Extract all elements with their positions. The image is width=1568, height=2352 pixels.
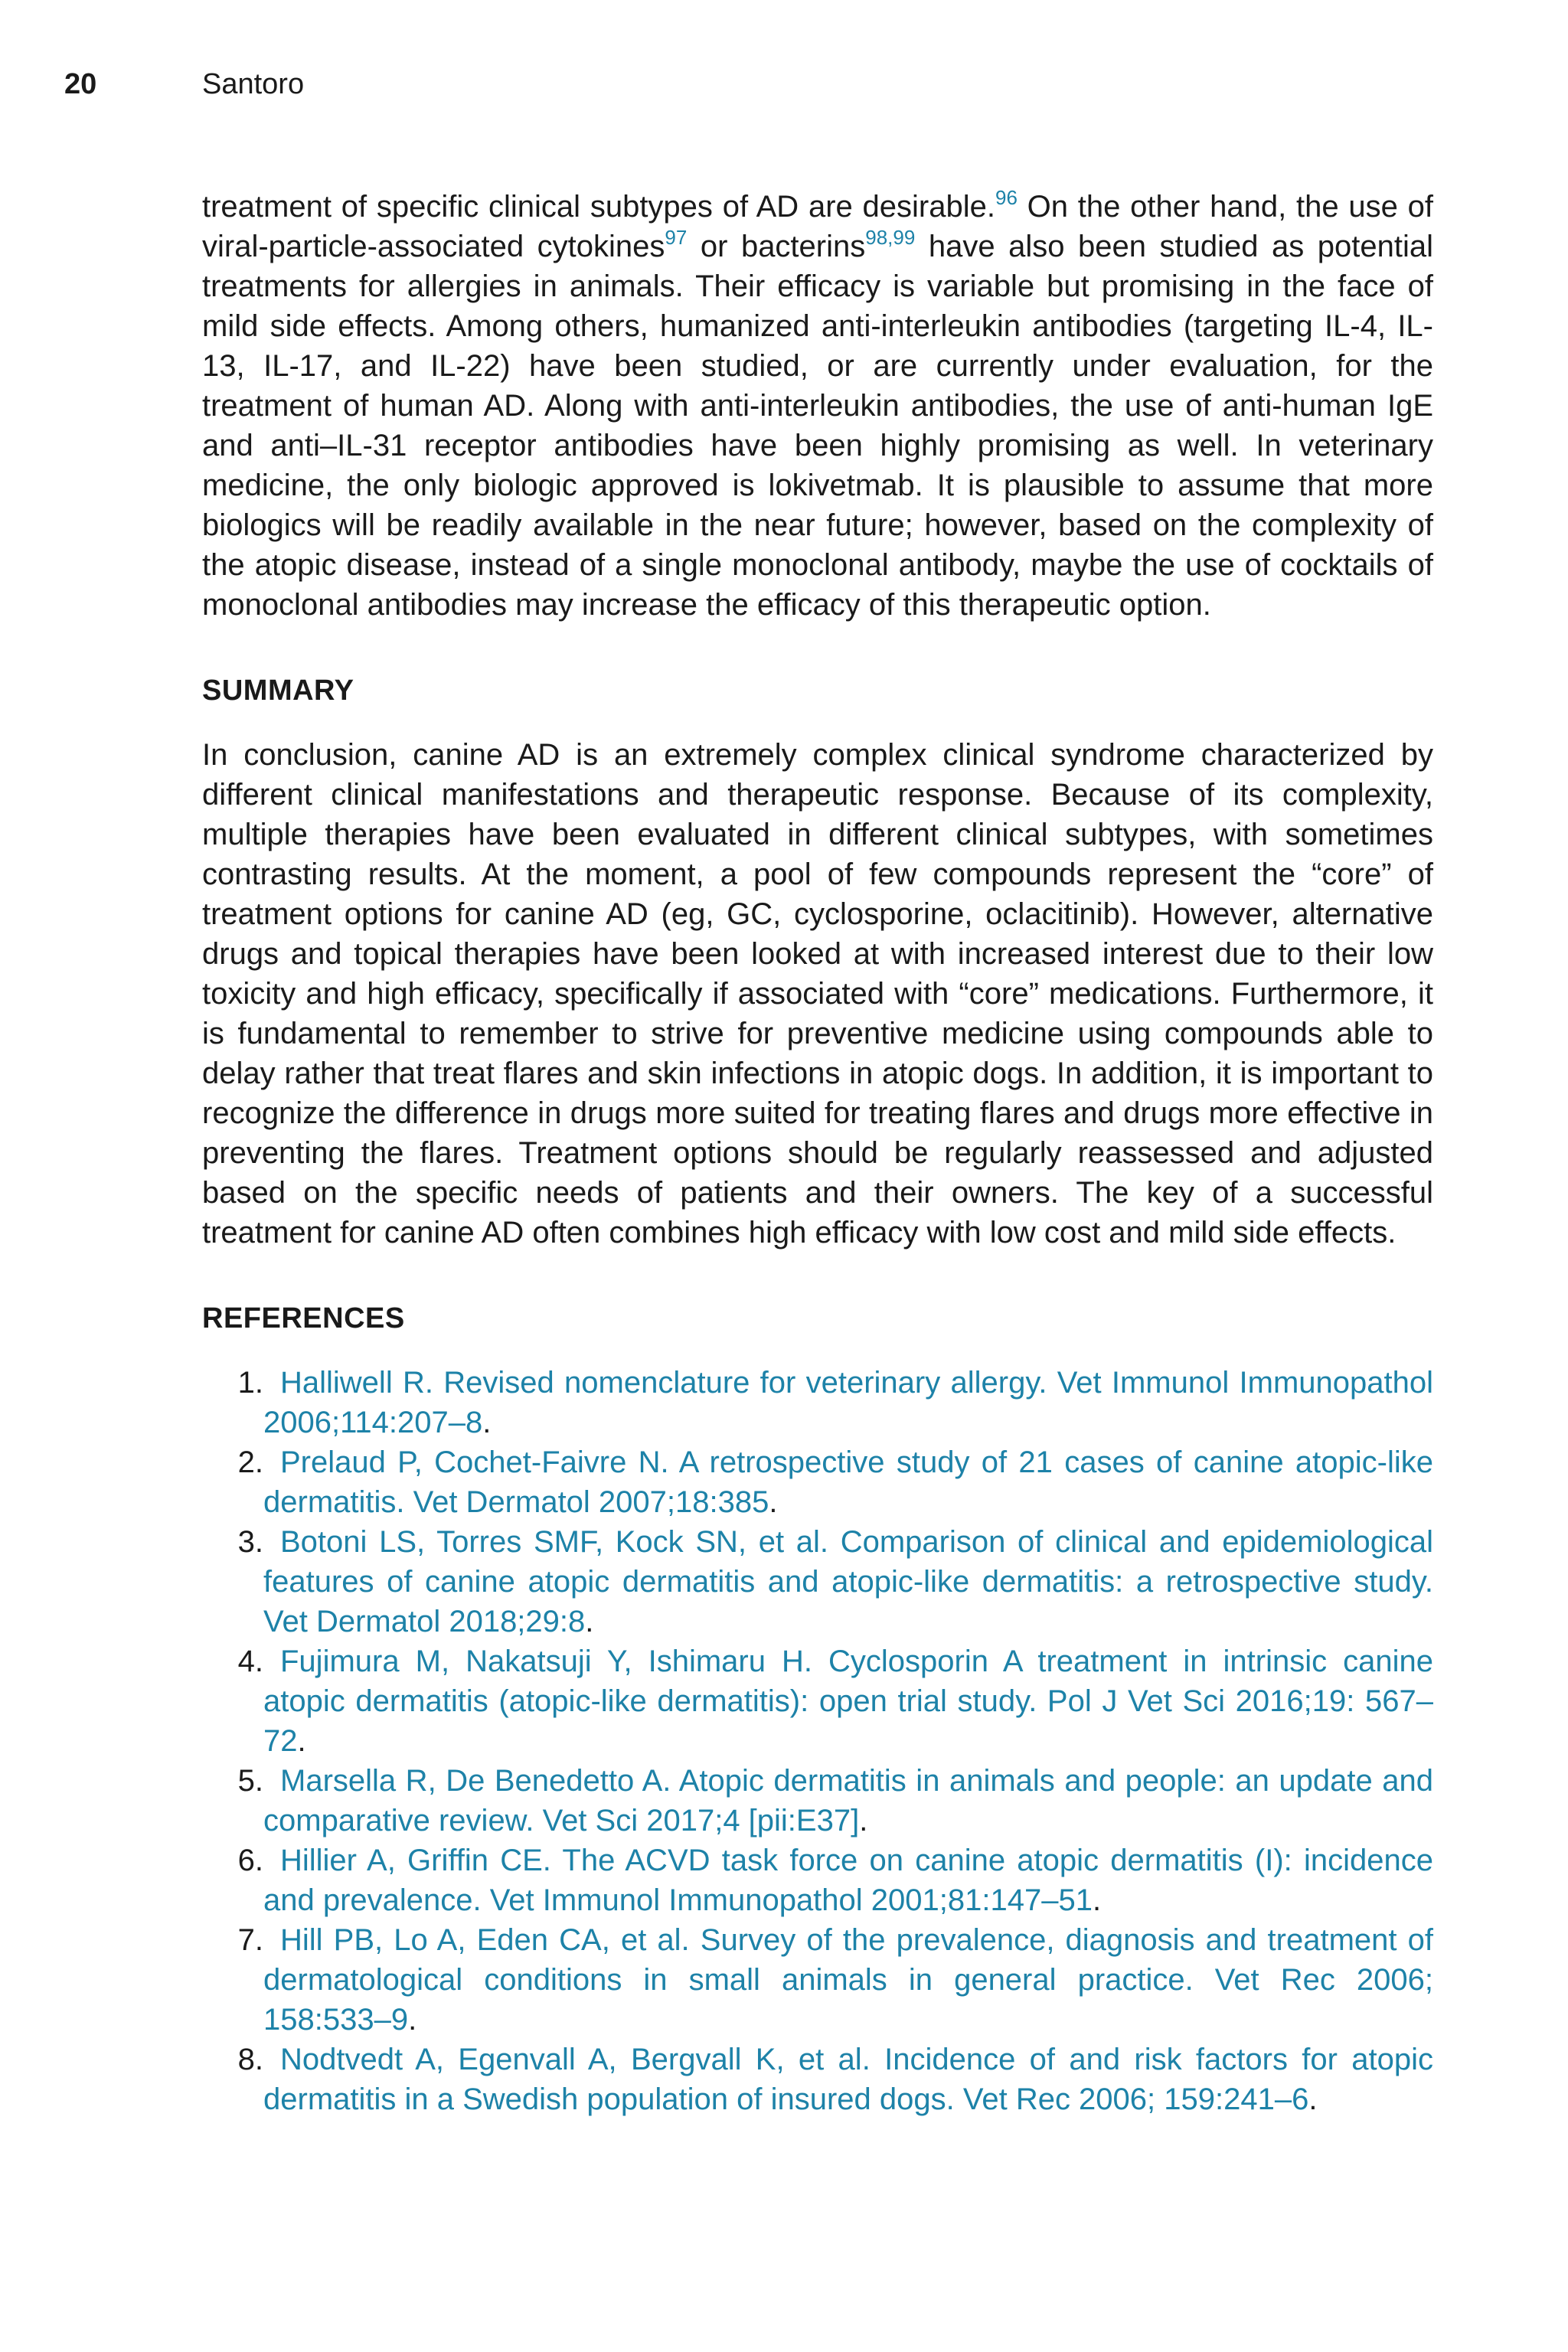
running-head-author: Santoro xyxy=(202,68,305,100)
reference-link[interactable]: Botoni LS, Torres SMF, Kock SN, et al. Comparison of clinical and epidemiological features of canine atopic dermatitis and atopic-like dermatitis: a retrospective study. Vet Dermatol 2018;29:8 xyxy=(263,1525,1433,1638)
reference-item xyxy=(202,1442,1433,1522)
reference-end: . xyxy=(1308,2082,1318,2116)
reference-link[interactable]: Prelaud P, Cochet-Faivre N. A retrospective study of 21 cases of canine atopic-like dermatitis. Vet Dermatol 2007;18:385 xyxy=(263,1446,1433,1519)
intro-text-4: have also been studied as potential treatments for allergies in animals. Their efficacy is variable but promising in the face of mild side effects. Among others, humanized anti-interleukin antibodies (targeting IL-4, IL-13, IL-17, and IL-22) have been studied, or are currently under evaluation, for the treatment of human AD. Along with anti-interleukin antibodies, the use of anti-human IgE and anti–IL-31 receptor antibodies have been highly promising as well. In veterinary medicine, the only biologic approved is lokivetmab. It is plausible to assume that more biologics will be readily available in the near future; however, based on the complexity of the atopic disease, instead of a single monoclonal antibody, maybe the use of cocktails of monoclonal antibodies may increase the efficacy of this therapeutic option. xyxy=(202,230,1433,622)
article-body xyxy=(202,187,1433,2119)
reference-link[interactable]: Hill PB, Lo A, Eden CA, et al. Survey of the prevalence, diagnosis and treatment of dermatological conditions in small animals in general practice. Vet Rec 2006; 158:533–9 xyxy=(263,1923,1433,2037)
reference-item xyxy=(202,1522,1433,1642)
reference-number: 4. xyxy=(237,1645,263,1678)
intro-text-2: On the other hand, the use of viral-particle-associated cytokines xyxy=(202,190,1433,263)
reference-end: . xyxy=(1092,1883,1102,1917)
reference-number: 3. xyxy=(237,1525,263,1559)
reference-list xyxy=(202,1363,1433,2119)
reference-end: . xyxy=(585,1605,594,1638)
reference-number: 1. xyxy=(237,1366,263,1400)
summary-heading: SUMMARY xyxy=(202,675,354,707)
reference-item xyxy=(202,1841,1433,1920)
reference-number: 7. xyxy=(237,1923,263,1957)
citation-link[interactable]: 96 xyxy=(995,186,1018,209)
reference-number: 5. xyxy=(237,1764,263,1798)
reference-item xyxy=(202,1761,1433,1841)
page-number: 20 xyxy=(64,68,97,100)
reference-end: . xyxy=(859,1804,868,1838)
citation-link[interactable]: 98,99 xyxy=(865,226,916,249)
reference-end: . xyxy=(482,1406,492,1439)
intro-paragraph xyxy=(202,187,1433,625)
reference-link[interactable]: Halliwell R. Revised nomenclature for veterinary allergy. Vet Immunol Immunopathol 2006;114:207–8 xyxy=(263,1366,1433,1439)
reference-number: 2. xyxy=(237,1446,263,1479)
reference-number: 8. xyxy=(237,2043,263,2076)
reference-end: . xyxy=(408,2003,417,2037)
references-heading: REFERENCES xyxy=(202,1302,405,1334)
reference-end: . xyxy=(297,1724,306,1758)
reference-item xyxy=(202,2040,1433,2119)
reference-item xyxy=(202,1642,1433,1761)
reference-link[interactable]: Fujimura M, Nakatsuji Y, Ishimaru H. Cyclosporin A treatment in intrinsic canine atopic dermatitis (atopic-like dermatitis): open trial study. Pol J Vet Sci 2016;19: 567–72 xyxy=(263,1645,1433,1758)
reference-link[interactable]: Marsella R, De Benedetto A. Atopic dermatitis in animals and people: an update and comparative review. Vet Sci 2017;4 [pii:E37] xyxy=(263,1764,1433,1838)
reference-item xyxy=(202,1920,1433,2040)
summary-paragraph: In conclusion, canine AD is an extremely complex clinical syndrome characterized by different clinical manifestations and therapeutic response. Because of its complexity, multiple therapies have been evaluated in different clinical subtypes, with sometimes contrasting results. At the moment, a pool of few compounds represent the “core” of treatment options for canine AD (eg, GC, cyclosporine, oclacitinib). However, alternative drugs and topical therapies have been looked at with increased interest due to their low toxicity and high efficacy, specifically if associated with “core” medications. Furthermore, it is fundamental to remember to strive for preventive medicine using compounds able to delay rather that treat flares and skin infections in atopic dogs. In addition, it is important to recognize the difference in drugs more suited for treating flares and drugs more effective in preventing the flares. Treatment options should be regularly reassessed and adjusted based on the specific needs of patients and their owners. The key of a successful treatment for canine AD often combines high efficacy with low cost and mild side effects. xyxy=(202,738,1433,1250)
intro-text-3: or bacterins xyxy=(687,230,866,263)
reference-link[interactable]: Hillier A, Griffin CE. The ACVD task force on canine atopic dermatitis (I): incidence and prevalence. Vet Immunol Immunopathol 2001;81:147–51 xyxy=(263,1844,1433,1917)
running-head xyxy=(64,66,304,103)
reference-end: . xyxy=(769,1485,778,1519)
reference-number: 6. xyxy=(237,1844,263,1877)
reference-link[interactable]: Nodtvedt A, Egenvall A, Bergvall K, et al. Incidence of and risk factors for atopic dermatitis in a Swedish population of insured dogs. Vet Rec 2006; 159:241–6 xyxy=(263,2043,1433,2116)
intro-text-1: treatment of specific clinical subtypes of AD are desirable. xyxy=(202,190,995,224)
reference-item xyxy=(202,1363,1433,1442)
citation-link[interactable]: 97 xyxy=(665,226,688,249)
